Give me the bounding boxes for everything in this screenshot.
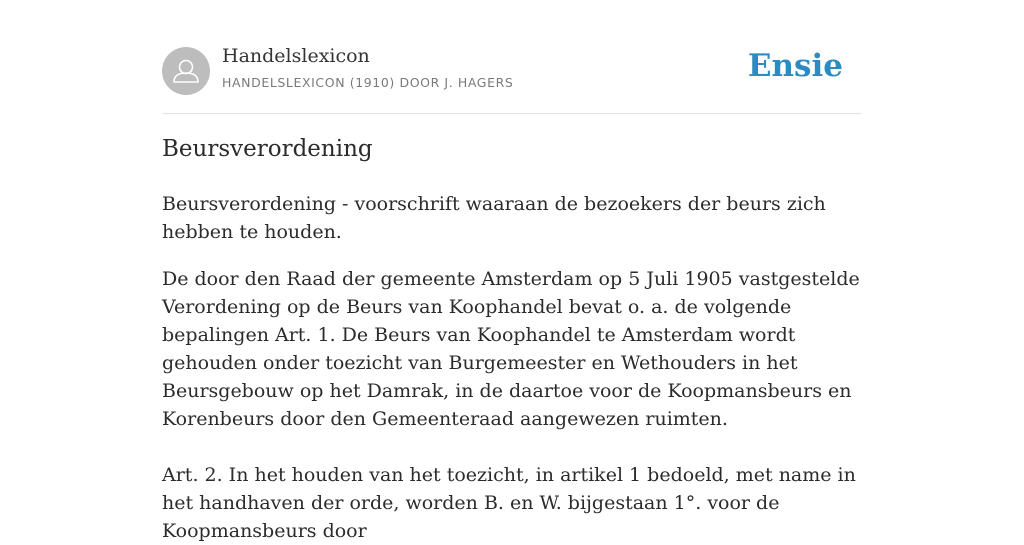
article-title: Beursverordening [162, 136, 373, 162]
article-paragraph: Art. 2. In het houden van het toezicht, in artikel 1 bedoeld, met name in het handhaven der orde, worden B. en W. bijgestaan 1°. voor de Koopmansbeurs door [162, 464, 856, 542]
article-container [162, 0, 862, 542]
source-subtitle: HANDELSLEXICON (1910) DOOR J. HAGERS [222, 75, 514, 90]
source-header [162, 0, 862, 114]
avatar[interactable] [162, 47, 210, 95]
user-icon [162, 47, 210, 95]
source-name[interactable]: Handelslexicon [222, 45, 370, 67]
brand-logo[interactable]: Ensie [747, 48, 843, 84]
article-paragraph: De door den Raad der gemeente Amsterdam op 5 Juli 1905 vastgestelde Verordening op de Beurs van Koophandel bevat o. a. de volgende bepalingen Art. 1. De Beurs van Koophandel te Amsterdam wordt gehouden onder toezicht van Burgemeester en Wethouders in het Beursgebouw op het Damrak, in de daartoe voor de Koopmansbeurs en Korenbeurs door den Gemeenteraad aangewezen ruimten. [162, 268, 860, 430]
article-paragraph: Beursverordening - voorschrift waaraan de bezoekers der beurs zich hebben te houden. [162, 193, 826, 243]
